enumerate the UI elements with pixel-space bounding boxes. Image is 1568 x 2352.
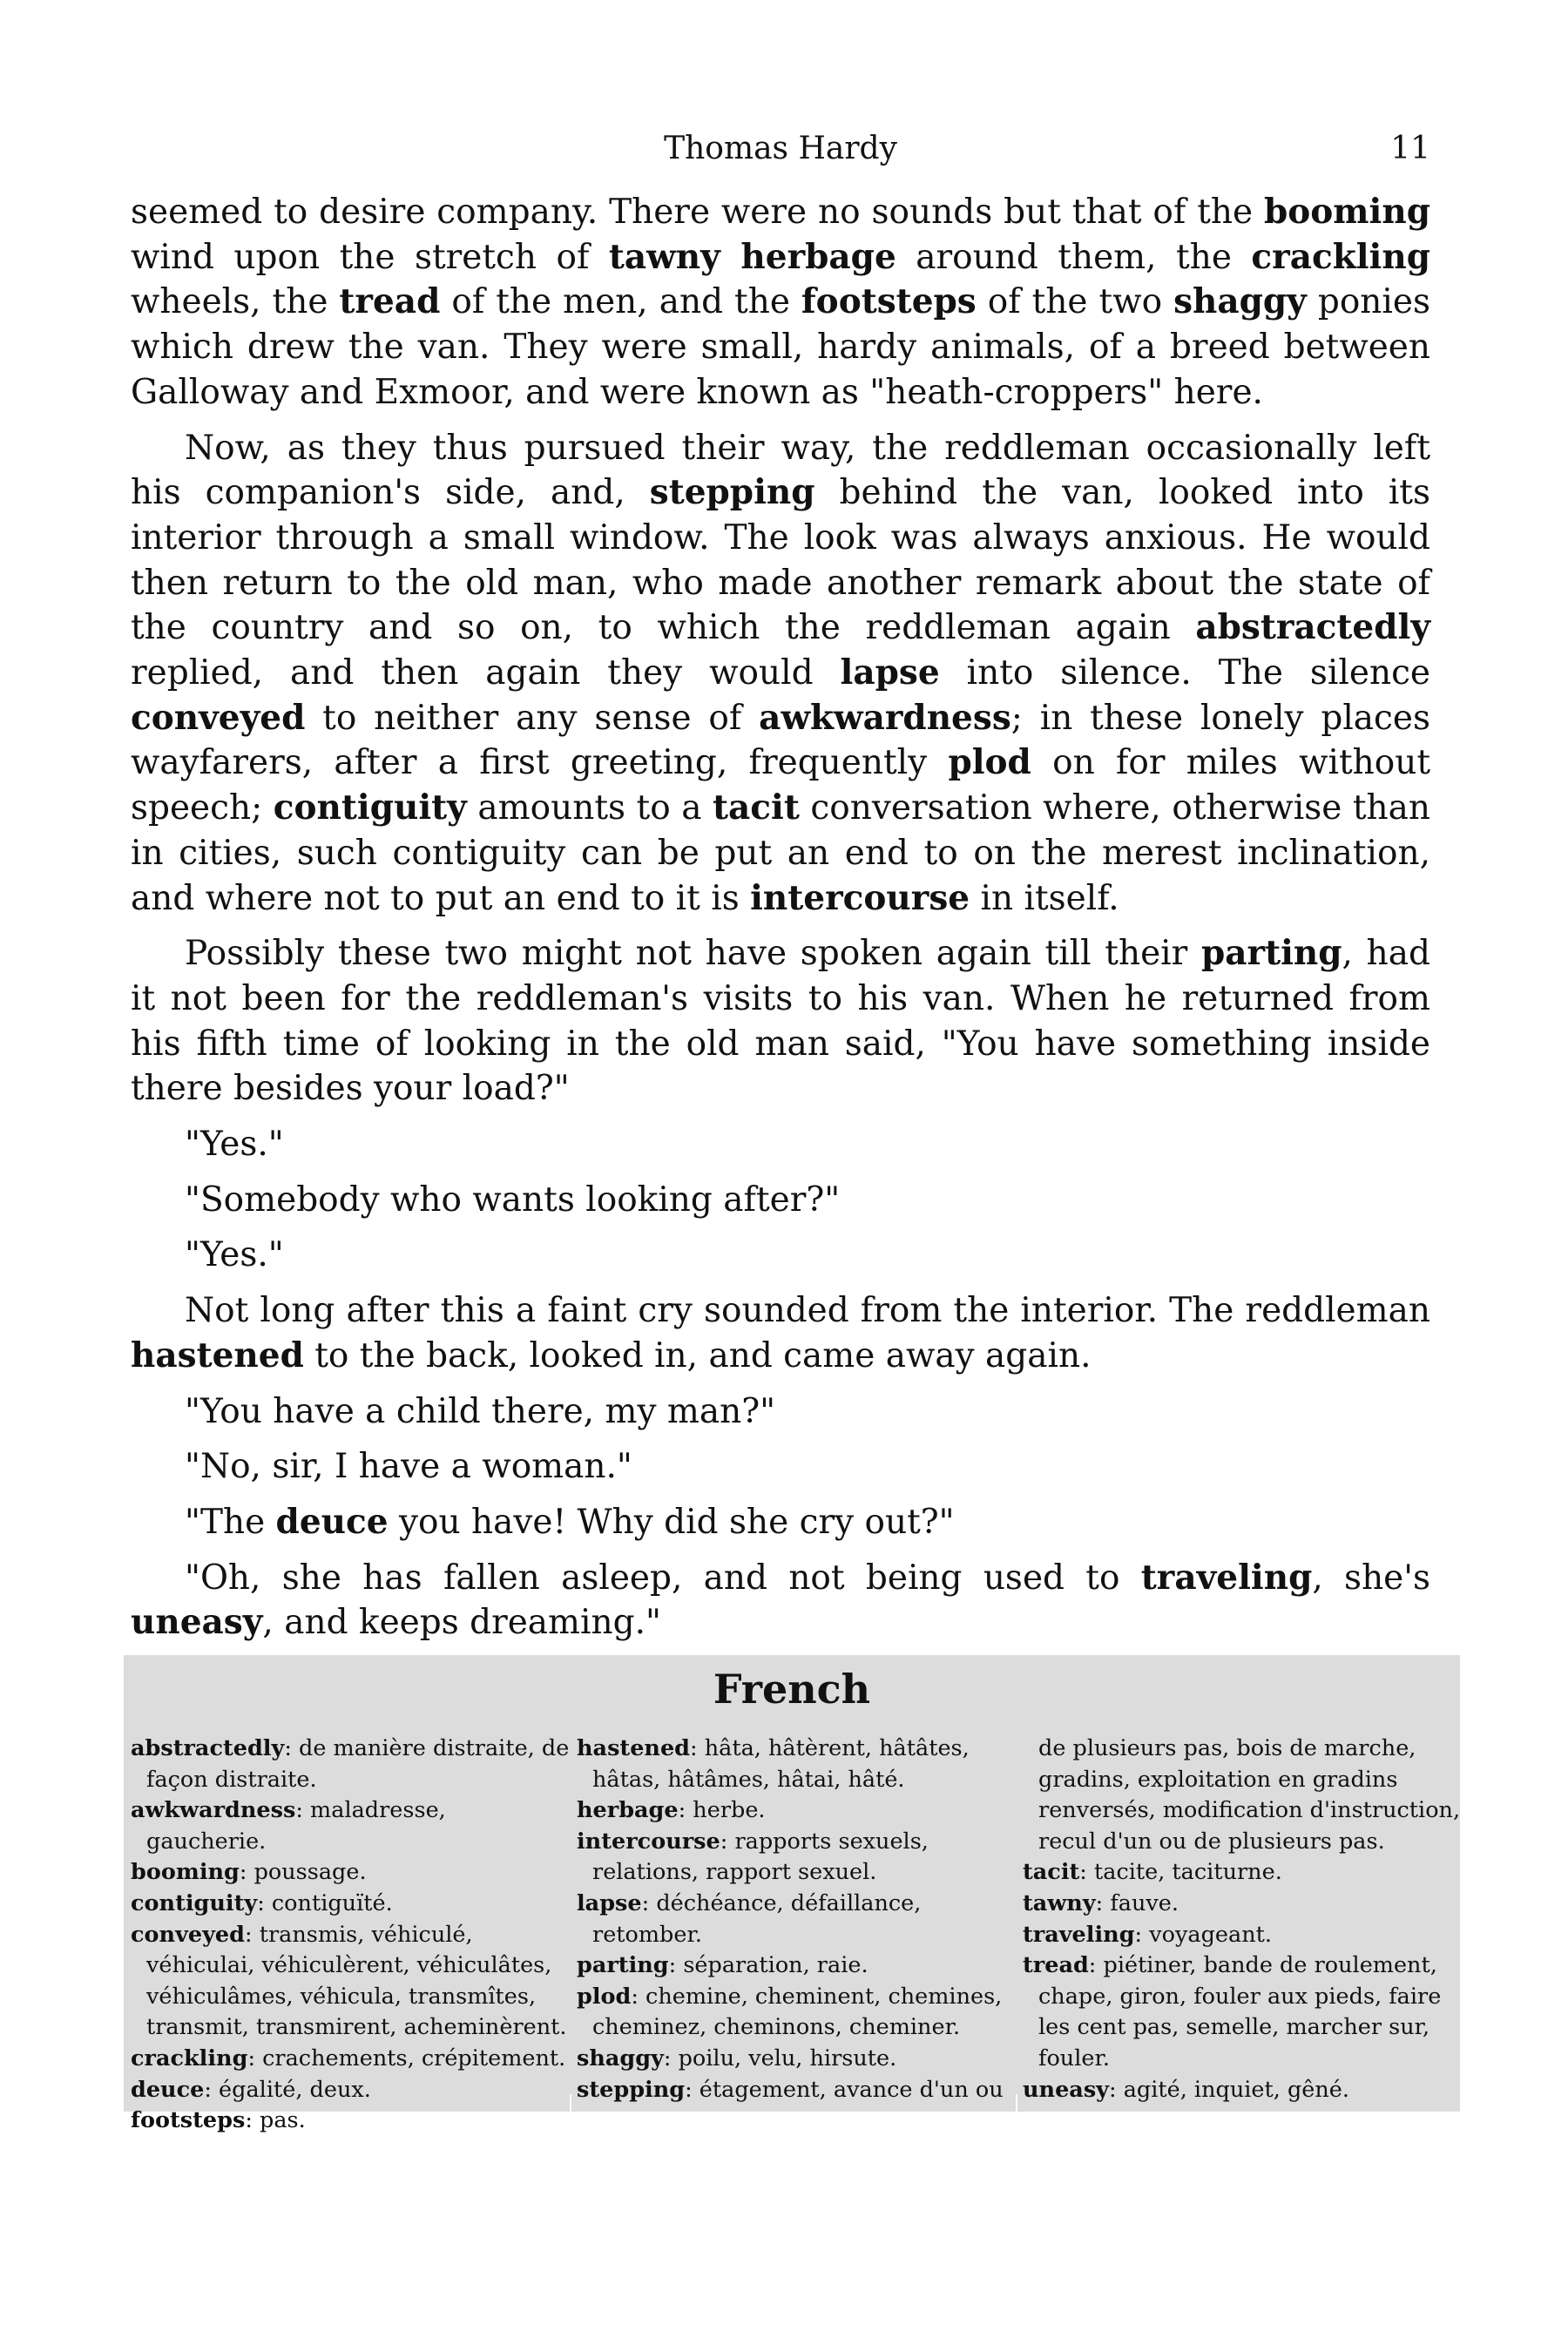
glossary-term: deuce bbox=[131, 2076, 205, 2103]
glossary-title: French bbox=[713, 1666, 871, 1713]
glossary-definition: : voyageant. bbox=[1134, 1921, 1272, 1948]
vocabulary-word: tacit bbox=[713, 787, 800, 828]
glossary-entry bbox=[131, 1889, 571, 1920]
text-run: behind the van, looked into its interior through a small window. The look was always anxious. He would then return to the old man, who made another remark about the state of the country and so on, to which the reddleman again bbox=[131, 473, 1430, 648]
paragraph bbox=[131, 1288, 1430, 1378]
glossary-entry bbox=[577, 2075, 1017, 2106]
glossary-definition: : piétiner, bande de roulement, chape, giron, fouler aux pieds, faire les cent pas, semelle, marcher sur, fouler. bbox=[1038, 1952, 1442, 2072]
vocabulary-word: tread bbox=[339, 281, 441, 322]
glossary-definition: : chemine, cheminent, chemines, cheminez, cheminons, cheminer. bbox=[592, 1983, 1003, 2041]
glossary-term: stepping bbox=[577, 2076, 686, 2103]
text-run: ; in these lonely places wayfarers, after a first greeting, frequently bbox=[131, 698, 1430, 783]
column-divider bbox=[570, 2094, 571, 2112]
glossary-term: awkwardness bbox=[131, 1797, 296, 1824]
glossary-term: plod bbox=[577, 1983, 632, 2010]
vocabulary-word: plod bbox=[948, 742, 1031, 783]
text-run: you have! Why did she cry out?" bbox=[388, 1502, 955, 1542]
glossary-definition: : de manière distraite, de façon distraite. bbox=[146, 1735, 570, 1793]
vocabulary-word: parting bbox=[1201, 933, 1342, 974]
vocabulary-word: contiguity bbox=[273, 787, 467, 828]
glossary-entry bbox=[131, 2105, 571, 2137]
paragraph bbox=[131, 1233, 1430, 1278]
text-run: replied, and then again they would bbox=[131, 653, 841, 693]
text-run: around them, the bbox=[896, 237, 1252, 277]
text-run: "No, sir, I have a woman." bbox=[185, 1447, 632, 1487]
text-run: amounts to a bbox=[466, 788, 713, 828]
vocabulary-word: intercourse bbox=[750, 877, 970, 918]
glossary-entry bbox=[1023, 1734, 1463, 1857]
paragraph bbox=[131, 1122, 1430, 1167]
glossary-term: traveling bbox=[1023, 1921, 1135, 1948]
running-header bbox=[131, 131, 1430, 174]
glossary-definition: : agité, inquiet, gêné. bbox=[1109, 2076, 1349, 2103]
text-run: on for miles without speech; bbox=[131, 743, 1431, 828]
text-run: "Yes." bbox=[185, 1125, 284, 1165]
vocabulary-word: uneasy bbox=[131, 1602, 263, 1643]
glossary-term: tawny bbox=[1023, 1889, 1096, 1916]
text-run: of the men, and the bbox=[440, 282, 801, 322]
glossary-entry bbox=[577, 1827, 1017, 1889]
paragraph bbox=[131, 931, 1430, 1112]
vocabulary-word: deuce bbox=[275, 1501, 389, 1542]
text-run: "Oh, she has fallen asleep, and not being used to bbox=[185, 1558, 1141, 1598]
text-run: into silence. The silence bbox=[939, 653, 1430, 693]
text-run: , and keeps dreaming." bbox=[262, 1603, 661, 1643]
glossary-term: parting bbox=[577, 1952, 669, 1979]
paragraph bbox=[131, 190, 1430, 416]
glossary-column-1 bbox=[131, 1734, 571, 2137]
glossary-entry bbox=[577, 1889, 1017, 1950]
glossary-term: lapse bbox=[577, 1889, 642, 1916]
vocabulary-word: booming bbox=[1263, 192, 1430, 232]
glossary-entry bbox=[1023, 1857, 1463, 1889]
glossary-term: uneasy bbox=[1023, 2076, 1109, 2103]
text-run: to neither any sense of bbox=[305, 698, 760, 738]
glossary-definition: : fauve. bbox=[1095, 1889, 1179, 1916]
glossary-term: booming bbox=[131, 1859, 240, 1886]
glossary-term: tread bbox=[1023, 1952, 1089, 1979]
paragraph bbox=[131, 1389, 1430, 1435]
vocabulary-word: tawny herbage bbox=[608, 236, 896, 277]
running-header-author: Thomas Hardy bbox=[664, 131, 897, 166]
glossary-term: contiguity bbox=[131, 1889, 258, 1916]
page-number: 11 bbox=[1390, 131, 1430, 166]
glossary-entry bbox=[577, 2044, 1017, 2075]
vocabulary-word: abstractedly bbox=[1195, 607, 1430, 648]
body-text bbox=[131, 190, 1430, 1656]
vocabulary-word: awkwardness bbox=[759, 697, 1011, 738]
vocabulary-word: stepping bbox=[649, 472, 815, 513]
text-run: of the two bbox=[976, 282, 1174, 322]
text-run: "Somebody who wants looking after?" bbox=[185, 1179, 841, 1220]
glossary-entry bbox=[131, 1920, 571, 2044]
text-run: wheels, the bbox=[131, 282, 340, 322]
glossary-entry bbox=[577, 1982, 1017, 2044]
glossary-definition: : maladresse, gaucherie. bbox=[146, 1797, 446, 1855]
text-run: wind upon the stretch of bbox=[131, 237, 609, 277]
text-run: conversation where, otherwise than in cities, such contiguity can be put an end to on the merest inclination, and where not to put an end to it is bbox=[131, 788, 1430, 918]
glossary-term: shaggy bbox=[577, 2044, 664, 2072]
glossary-box bbox=[124, 1655, 1461, 2134]
glossary-entry bbox=[1023, 1920, 1463, 1951]
vocabulary-word: shaggy bbox=[1173, 281, 1307, 322]
paragraph bbox=[131, 1556, 1430, 1646]
text-run: Not long after this a faint cry sounded from the interior. The reddleman bbox=[185, 1291, 1430, 1331]
glossary-entry bbox=[1023, 1889, 1463, 1920]
glossary-definition: : séparation, raie. bbox=[668, 1952, 868, 1979]
glossary-term: crackling bbox=[131, 2044, 248, 2072]
glossary-definition: : transmis, véhiculé, véhiculai, véhiculèrent, véhiculâtes, véhiculâmes, véhicula, transmîtes, transmit, transmirent, acheminèrent. bbox=[146, 1921, 567, 2041]
glossary-definition: : contiguïté. bbox=[257, 1889, 393, 1916]
glossary-definition: : pas. bbox=[245, 2107, 306, 2134]
glossary-definition: : hâta, hâtèrent, hâtâtes, hâtas, hâtâmes, hâtai, hâté. bbox=[592, 1735, 970, 1793]
glossary-entry bbox=[131, 1795, 571, 1857]
text-run: , she's bbox=[1312, 1558, 1430, 1598]
glossary-definition: de plusieurs pas, bois de marche, gradins, exploitation en gradins renversés, modification d'instruction, recul d'un ou de plusieurs pas. bbox=[1038, 1735, 1461, 1855]
glossary-definition: : étagement, avance d'un ou bbox=[685, 2076, 1004, 2103]
text-run: Possibly these two might not have spoken again till their bbox=[185, 934, 1201, 974]
glossary-definition: : herbe. bbox=[678, 1797, 766, 1824]
glossary-definition: : poussage. bbox=[239, 1859, 367, 1886]
vocabulary-word: hastened bbox=[131, 1335, 304, 1375]
glossary-column-2 bbox=[577, 1734, 1017, 2105]
vocabulary-word: traveling bbox=[1140, 1557, 1313, 1598]
glossary-entry bbox=[577, 1950, 1017, 1982]
text-run: "The bbox=[185, 1502, 276, 1542]
glossary-entry bbox=[1023, 1950, 1463, 2074]
text-run: , had it not been for the reddleman's visits to his van. When he returned from his fifth time of looking in the old man said, "You have something inside there besides your load?" bbox=[131, 934, 1430, 1109]
text-run: to the back, looked in, and came away again. bbox=[303, 1335, 1092, 1375]
text-run: seemed to desire company. There were no sounds but that of the bbox=[131, 193, 1264, 232]
text-run: Now, as they thus pursued their way, the reddleman occasionally left his companion's side, and, bbox=[131, 428, 1430, 513]
vocabulary-word: footsteps bbox=[801, 281, 977, 322]
glossary-entry bbox=[1023, 2075, 1463, 2106]
glossary-entry bbox=[131, 1734, 571, 1795]
vocabulary-word: crackling bbox=[1251, 236, 1430, 277]
glossary-entry bbox=[131, 2075, 571, 2106]
glossary-term: conveyed bbox=[131, 1921, 245, 1948]
glossary-term: hastened bbox=[577, 1735, 691, 1761]
glossary-term: abstractedly bbox=[131, 1735, 285, 1761]
paragraph bbox=[131, 426, 1430, 922]
glossary-definition: : égalité, deux. bbox=[204, 2076, 371, 2103]
glossary-term: intercourse bbox=[577, 1828, 720, 1855]
text-run: ponies which drew the van. They were small, hardy animals, of a breed between Galloway and Exmoor, and were known as "heath-croppers" here. bbox=[131, 282, 1430, 412]
paragraph bbox=[131, 1500, 1430, 1545]
glossary-term: footsteps bbox=[131, 2107, 246, 2134]
column-divider bbox=[1016, 2094, 1017, 2112]
paragraph bbox=[131, 1178, 1430, 1223]
glossary-entry bbox=[131, 2044, 571, 2075]
glossary-definition: : tacite, taciturne. bbox=[1079, 1859, 1282, 1886]
glossary-entry bbox=[577, 1734, 1017, 1795]
paragraph bbox=[131, 1444, 1430, 1490]
text-run: "You have a child there, my man?" bbox=[185, 1391, 776, 1431]
glossary-term: herbage bbox=[577, 1797, 679, 1824]
vocabulary-word: lapse bbox=[840, 652, 940, 693]
glossary-term: tacit bbox=[1023, 1859, 1080, 1886]
glossary-column-3 bbox=[1023, 1734, 1463, 2105]
vocabulary-word: conveyed bbox=[131, 697, 306, 738]
glossary-entry bbox=[131, 1857, 571, 1889]
text-run: in itself. bbox=[970, 878, 1119, 918]
text-run: "Yes." bbox=[185, 1235, 284, 1275]
glossary-definition: : déchéance, défaillance, retomber. bbox=[592, 1889, 922, 1948]
glossary-definition: : poilu, velu, hirsute. bbox=[663, 2044, 897, 2072]
glossary-definition: : rapports sexuels, relations, rapport sexuel. bbox=[592, 1828, 929, 1886]
glossary-definition: : crachements, crépitement. bbox=[247, 2044, 566, 2072]
glossary-entry bbox=[577, 1795, 1017, 1827]
